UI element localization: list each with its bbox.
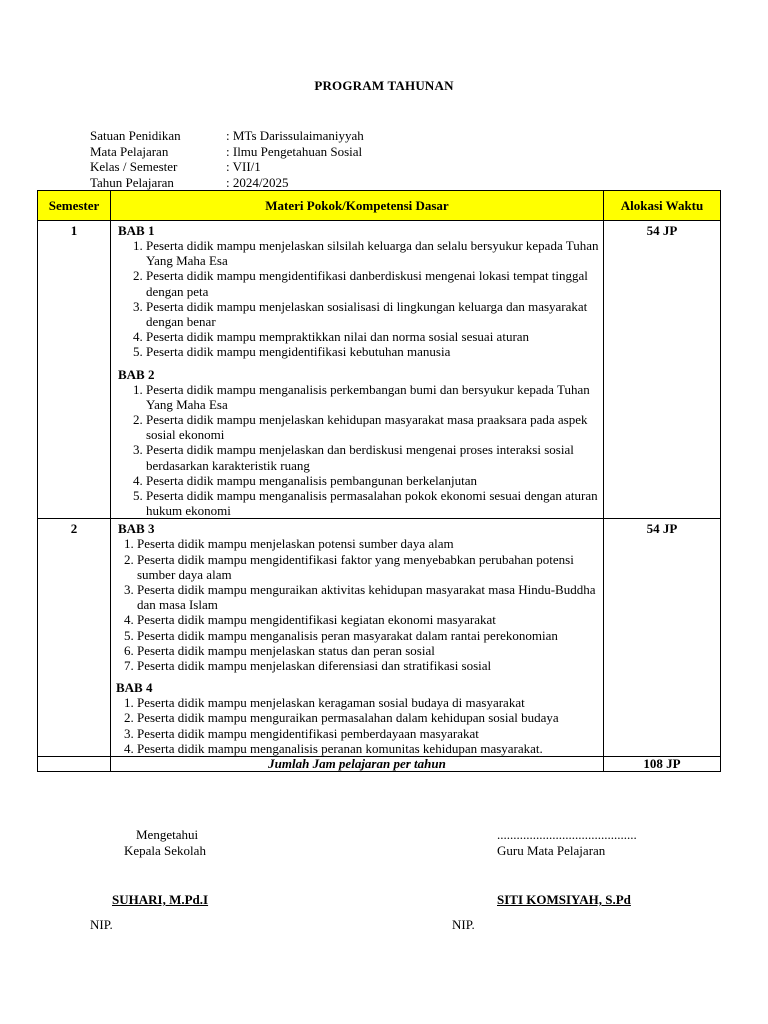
list-item: 3. Peserta didik mampu mengidentifikasi pemberdayaan masyarakat [137, 726, 603, 741]
list-item: 2. Peserta didik mampu menguraikan permasalahan dalam kehidupan sosial budaya [137, 710, 603, 725]
materi-cell [111, 519, 604, 757]
info-label: Satuan Penidikan [90, 128, 181, 143]
info-label: Tahun Pelajaran [90, 174, 174, 190]
left-signature-role [124, 843, 206, 859]
list-item: 1. Peserta didik mampu menjelaskan potensi sumber daya alam [137, 536, 603, 551]
right-signature-nip: NIP. [452, 917, 475, 932]
list-item: 1. Peserta didik mampu menjelaskan silsilah keluarga dan selalu bersyukur kepada Tuhan Yang Maha Esa [146, 238, 603, 268]
list-item: 1. Peserta didik mampu menjelaskan keragaman sosial budaya di masyarakat [137, 695, 603, 710]
list-item: 4. Peserta didik mampu menganalisis pembangunan berkelanjutan [146, 473, 603, 488]
list-item: 4. Peserta didik mampu mempraktikkan nilai dan norma sosial sesuai aturan [146, 329, 603, 344]
left-sig-line1: Mengetahui [136, 827, 199, 842]
info-label: Kelas / Semester [90, 159, 178, 174]
info-block [90, 128, 364, 190]
bab-list [111, 536, 603, 673]
list-item: 6. Peserta didik mampu menjelaskan status dan peran sosial [137, 643, 603, 658]
info-row-kelas [90, 159, 364, 175]
list-item: 2. Peserta didik mampu mengidentifikasi faktor yang menyebabkan perubahan potensi sumber daya alam [137, 552, 603, 582]
page-title: PROGRAM TAHUNAN [314, 78, 454, 93]
info-value: : 2024/2025 [226, 174, 289, 190]
info-row-mapel [90, 144, 364, 160]
info-value: : VII/1 [226, 159, 261, 174]
info-value: : MTs Darissulaimaniyyah [226, 128, 364, 143]
semester-cell: 1 [38, 221, 111, 519]
total-value: 108 JP [604, 757, 721, 772]
alokasi-cell: 54 JP [604, 519, 721, 757]
header-alokasi: Alokasi Waktu [604, 191, 721, 221]
list-item: 5. Peserta didik mampu menganalisis permasalahan pokok ekonomi sesuai dengan aturan hukum ekonomi [146, 488, 603, 518]
table-total-row [38, 757, 721, 772]
total-empty-cell [38, 757, 111, 772]
list-item: 3. Peserta didik mampu menjelaskan dan berdiskusi mengenai proses interaksi sosial berdasarkan karakteristik ruang [146, 442, 603, 472]
total-label: Jumlah Jam pelajaran per tahun [111, 757, 604, 772]
bab-title: BAB 2 [118, 366, 155, 382]
left-signature-nip: NIP. [90, 917, 113, 932]
list-item: 1. Peserta didik mampu menganalisis perkembangan bumi dan bersyukur kepada Tuhan Yang Maha Esa [146, 382, 603, 412]
info-row-tahun [90, 175, 364, 191]
table-header-row [38, 191, 721, 221]
header-materi: Materi Pokok/Kompetensi Dasar [111, 191, 604, 221]
bab-list [111, 695, 603, 756]
info-value: : Ilmu Pengetahuan Sosial [226, 143, 363, 159]
program-table [37, 190, 721, 772]
right-signature-dots: ........................................... [497, 827, 637, 842]
bab-title: BAB 4 [116, 680, 153, 696]
list-item: 2. Peserta didik mampu mengidentifikasi danberdiskusi mengenai lokasi tempat tinggal dengan peta [146, 268, 603, 298]
list-item: 4. Peserta didik mampu mengidentifikasi kegiatan ekonomi masyarakat [137, 612, 603, 627]
header-semester: Semester [38, 191, 111, 221]
semester-cell: 2 [38, 519, 111, 757]
info-label: Mata Pelajaran [90, 143, 169, 159]
materi-cell [111, 221, 604, 519]
list-item: 5. Peserta didik mampu menganalisis peran masyarakat dalam rantai perekonomian [137, 628, 603, 643]
right-signature-name: SITI KOMSIYAH, S.Pd [497, 892, 631, 907]
bab-list [111, 238, 603, 360]
table-row-semester-2 [38, 519, 721, 757]
alokasi-cell: 54 JP [604, 221, 721, 519]
list-item: 3. Peserta didik mampu menjelaskan sosialisasi di lingkungan keluarga dan masyarakat dengan benar [146, 299, 603, 329]
left-sig-line2: Kepala Sekolah [124, 843, 206, 858]
list-item: 2. Peserta didik mampu menjelaskan kehidupan masyarakat masa praaksara pada aspek sosial ekonomi [146, 412, 603, 442]
bab-title: BAB 1 [118, 223, 155, 238]
list-item: 7. Peserta didik mampu menjelaskan diferensiasi dan stratifikasi sosial [137, 658, 603, 673]
table-row-semester-1 [38, 221, 721, 519]
list-item: 3. Peserta didik mampu menguraikan aktivitas kehidupan masyarakat masa Hindu-Buddha dan masa Islam [137, 582, 603, 612]
info-row-satuan [90, 128, 364, 144]
bab-title: BAB 3 [118, 521, 155, 537]
list-item: 5. Peserta didik mampu mengidentifikasi kebutuhan manusia [146, 344, 603, 359]
left-signature-name: SUHARI, M.Pd.I [112, 892, 209, 907]
list-item: 4. Peserta didik mampu menganalisis peranan komunitas kehidupan masyarakat. [137, 741, 603, 756]
left-signature-heading [136, 827, 198, 843]
bab-list [111, 382, 603, 519]
right-signature-role: Guru Mata Pelajaran [497, 843, 606, 858]
